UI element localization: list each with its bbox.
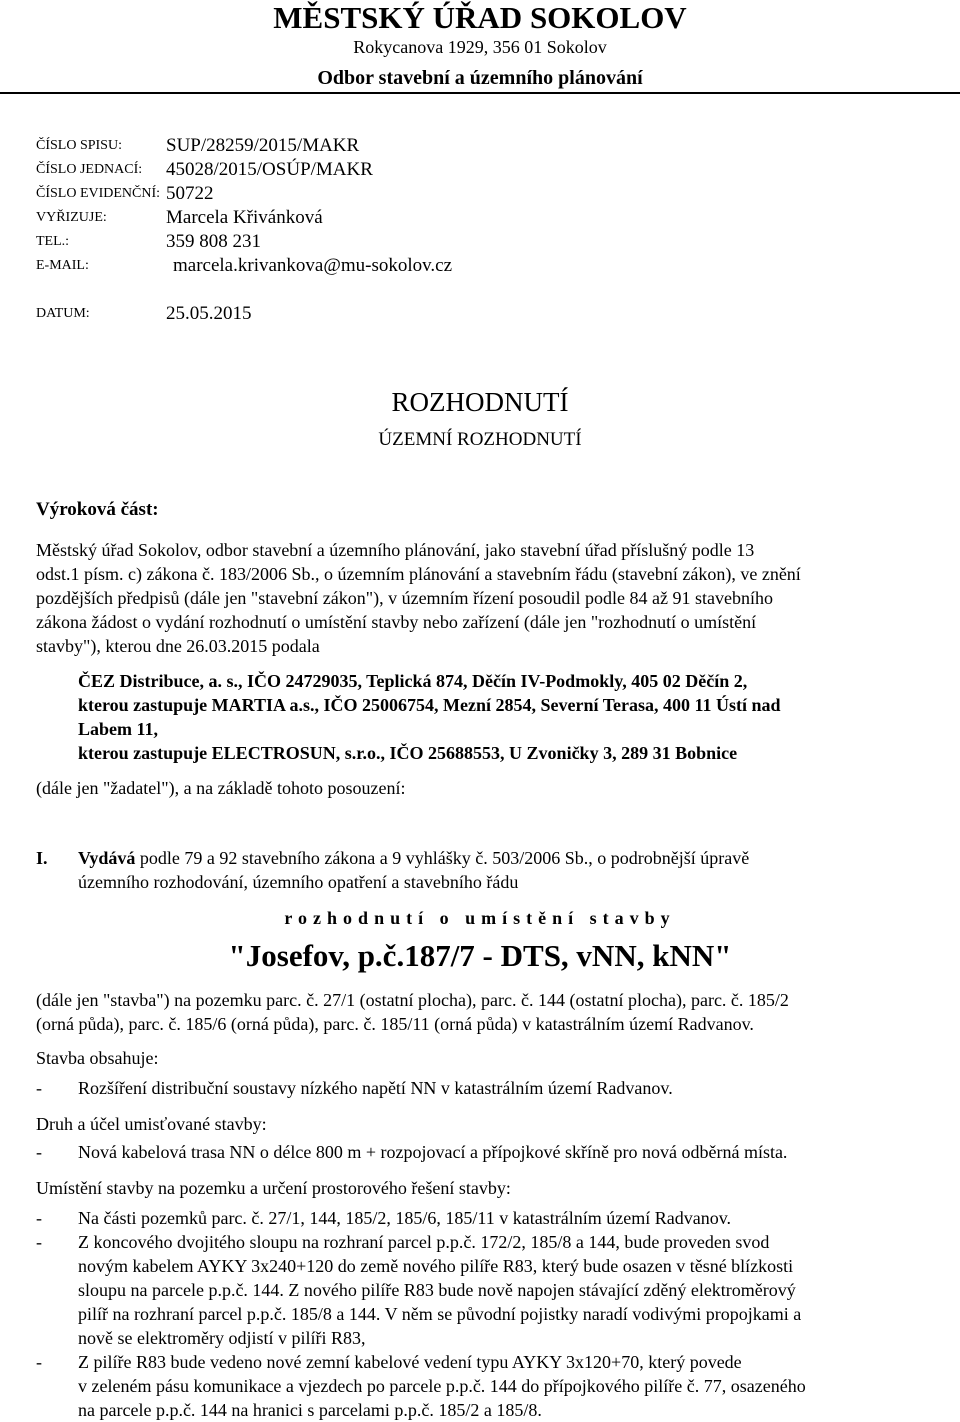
part-numeral: I.: [36, 848, 48, 868]
applicant-line: Labem 11,: [78, 719, 159, 739]
meta-row-phone: [36, 230, 936, 254]
list-dash: -: [36, 1232, 42, 1252]
meta-value: SUP/28259/2015/MAKR: [166, 135, 360, 156]
location-line: (dále jen "stavba") na pozemku parc. č. 27/1 (ostatní plocha), parc. č. 144 (ostatní plocha), parc. č. 185/2: [36, 990, 789, 1010]
meta-value: marcela.krivankova@mu-sokolov.cz: [173, 255, 452, 276]
meta-row-email: [36, 254, 936, 278]
office-address: Rokycanova 1929, 356 01 Sokolov: [353, 37, 607, 57]
meta-value: 50722: [166, 183, 214, 204]
part-one-line1-rest: podle 79 a 92 stavebního zákona a 9 vyhlášky č. 503/2006 Sb., o podrobnější úpravě: [135, 848, 750, 868]
meta-row-date: [36, 302, 936, 326]
contents-item: Rozšíření distribuční soustavy nízkého napětí NN v katastrálním území Radvanov.: [78, 1078, 673, 1098]
header-divider: [0, 92, 960, 94]
list-dash: -: [36, 1078, 42, 1098]
applicant-line: kterou zastupuje MARTIA a.s., IČO 25006754, Mezní 2854, Severní Terasa, 400 11 Ústí nad: [78, 695, 781, 715]
meta-label: ČÍSLO EVIDENČNÍ:: [36, 186, 161, 201]
placement-heading: Umístění stavby na pozemku a určení prostorového řešení stavby:: [36, 1178, 511, 1198]
office-title: MĚSTSKÝ ÚŘAD SOKOLOV: [273, 0, 687, 35]
meta-row-reference-number: [36, 158, 936, 182]
placement-item-line: nově se elektroměry odjistí v pilíři R83,: [78, 1328, 366, 1348]
decision-title: ROZHODNUTÍ: [391, 387, 569, 417]
issues-verb: Vydává: [78, 848, 136, 868]
verdict-line: odst.1 písm. c) zákona č. 183/2006 Sb., o územním plánování a stavebním řádu (stavební zákon), ve znění: [36, 564, 801, 584]
placement-item-line: Z koncového dvojitého sloupu na rozhraní parcel p.p.č. 172/2, 185/8 a 144, bude proveden svod: [78, 1232, 770, 1252]
meta-row-registry-number: [36, 182, 936, 206]
meta-label: E-MAIL:: [36, 258, 89, 273]
placement-item-line: pilíř na rozhraní parcel p.p.č. 185/8 a 144. V něm se původní pojistky naradí vodivými propojkami a: [78, 1304, 802, 1324]
placement-item-line: Z pilíře R83 bude vedeno nové zemní kabelové vedení typu AYKY 3x120+70, který povede: [78, 1352, 742, 1372]
meta-value: 45028/2015/OSÚP/MAKR: [166, 159, 373, 180]
verdict-line: pozdějších předpisů (dále jen "stavební zákon"), v územním řízení posoudil podle 84 až 91 stavebního: [36, 588, 773, 608]
verdict-line: stavby"), kterou dne 26.03.2015 podala: [36, 636, 320, 656]
list-dash: -: [36, 1142, 42, 1162]
meta-label: TEL.:: [36, 234, 70, 249]
verdict-heading: Výroková část:: [36, 499, 159, 520]
applicant-line: ČEZ Distribuce, a. s., IČO 24729035, Teplická 874, Děčín IV-Podmokly, 405 02 Děčín 2,: [78, 671, 748, 691]
applicant-note: (dále jen "žadatel"), a na základě tohoto posouzení:: [36, 778, 406, 798]
decision-type-spaced: rozhodnutí o umístění stavby: [284, 908, 676, 928]
decision-subtitle: ÚZEMNÍ ROZHODNUTÍ: [378, 429, 582, 450]
list-dash: -: [36, 1208, 42, 1228]
purpose-heading: Druh a účel umisťované stavby:: [36, 1114, 267, 1134]
department-name: Odbor stavební a územního plánování: [317, 67, 643, 89]
location-line: (orná půda), parc. č. 185/6 (orná půda), parc. č. 185/11 (orná půda) v katastrálním území Radvanov.: [36, 1014, 754, 1034]
placement-item-line: sloupu na parcele p.p.č. 144. Z nového pilíře R83 bude nově napojen stávající zděný elektroměrový: [78, 1280, 796, 1300]
purpose-item: Nová kabelová trasa NN o délce 800 m + rozpojovací a přípojkové skříně pro nová odběrná místa.: [78, 1142, 788, 1162]
meta-label: DATUM:: [36, 306, 90, 321]
placement-item-line: novým kabelem AYKY 3x240+120 do země nového pilíře R83, který bude osazen v těsné blízkosti: [78, 1256, 794, 1276]
date-value: 25.05.2015: [166, 303, 252, 324]
part-one-line1: [78, 846, 749, 870]
meta-value: 359 808 231: [166, 231, 261, 252]
meta-value: Marcela Křivánková: [166, 207, 323, 228]
verdict-line: zákona žádost o vydání rozhodnutí o umístění stavby nebo zařízení (dále jen "rozhodnutí o umístění: [36, 612, 757, 632]
part-one-line2: územního rozhodování, územního opatření a stavebního řádu: [78, 872, 519, 892]
applicant-line: kterou zastupuje ELECTROSUN, s.r.o., IČO 25688553, U Zvoničky 3, 289 31 Bobnice: [78, 743, 738, 763]
meta-label: ČÍSLO SPISU:: [36, 138, 122, 153]
meta-label: VYŘIZUJE:: [36, 210, 107, 225]
placement-item-line: v zeleném pásu komunikace a vjezdech po parcele p.p.č. 144 do přípojkového pilíře č. 77, osazeného: [78, 1376, 806, 1396]
meta-row-file-number: [36, 134, 936, 158]
meta-label: ČÍSLO JEDNACÍ:: [36, 162, 143, 177]
placement-item-line: na parcele p.p.č. 144 na hranici s parcelami p.p.č. 185/2 a 185/8.: [78, 1400, 542, 1420]
contents-heading: Stavba obsahuje:: [36, 1048, 159, 1068]
placement-item-line: Na části pozemků parc. č. 27/1, 144, 185/2, 185/6, 185/11 v katastrálním území Radvanov.: [78, 1208, 732, 1228]
meta-row-handled-by: [36, 206, 936, 230]
verdict-line: Městský úřad Sokolov, odbor stavební a územního plánování, jako stavební úřad příslušný podle 13: [36, 540, 755, 560]
project-name: "Josefov, p.č.187/7 - DTS, vNN, kNN": [228, 938, 732, 973]
list-dash: -: [36, 1352, 42, 1372]
